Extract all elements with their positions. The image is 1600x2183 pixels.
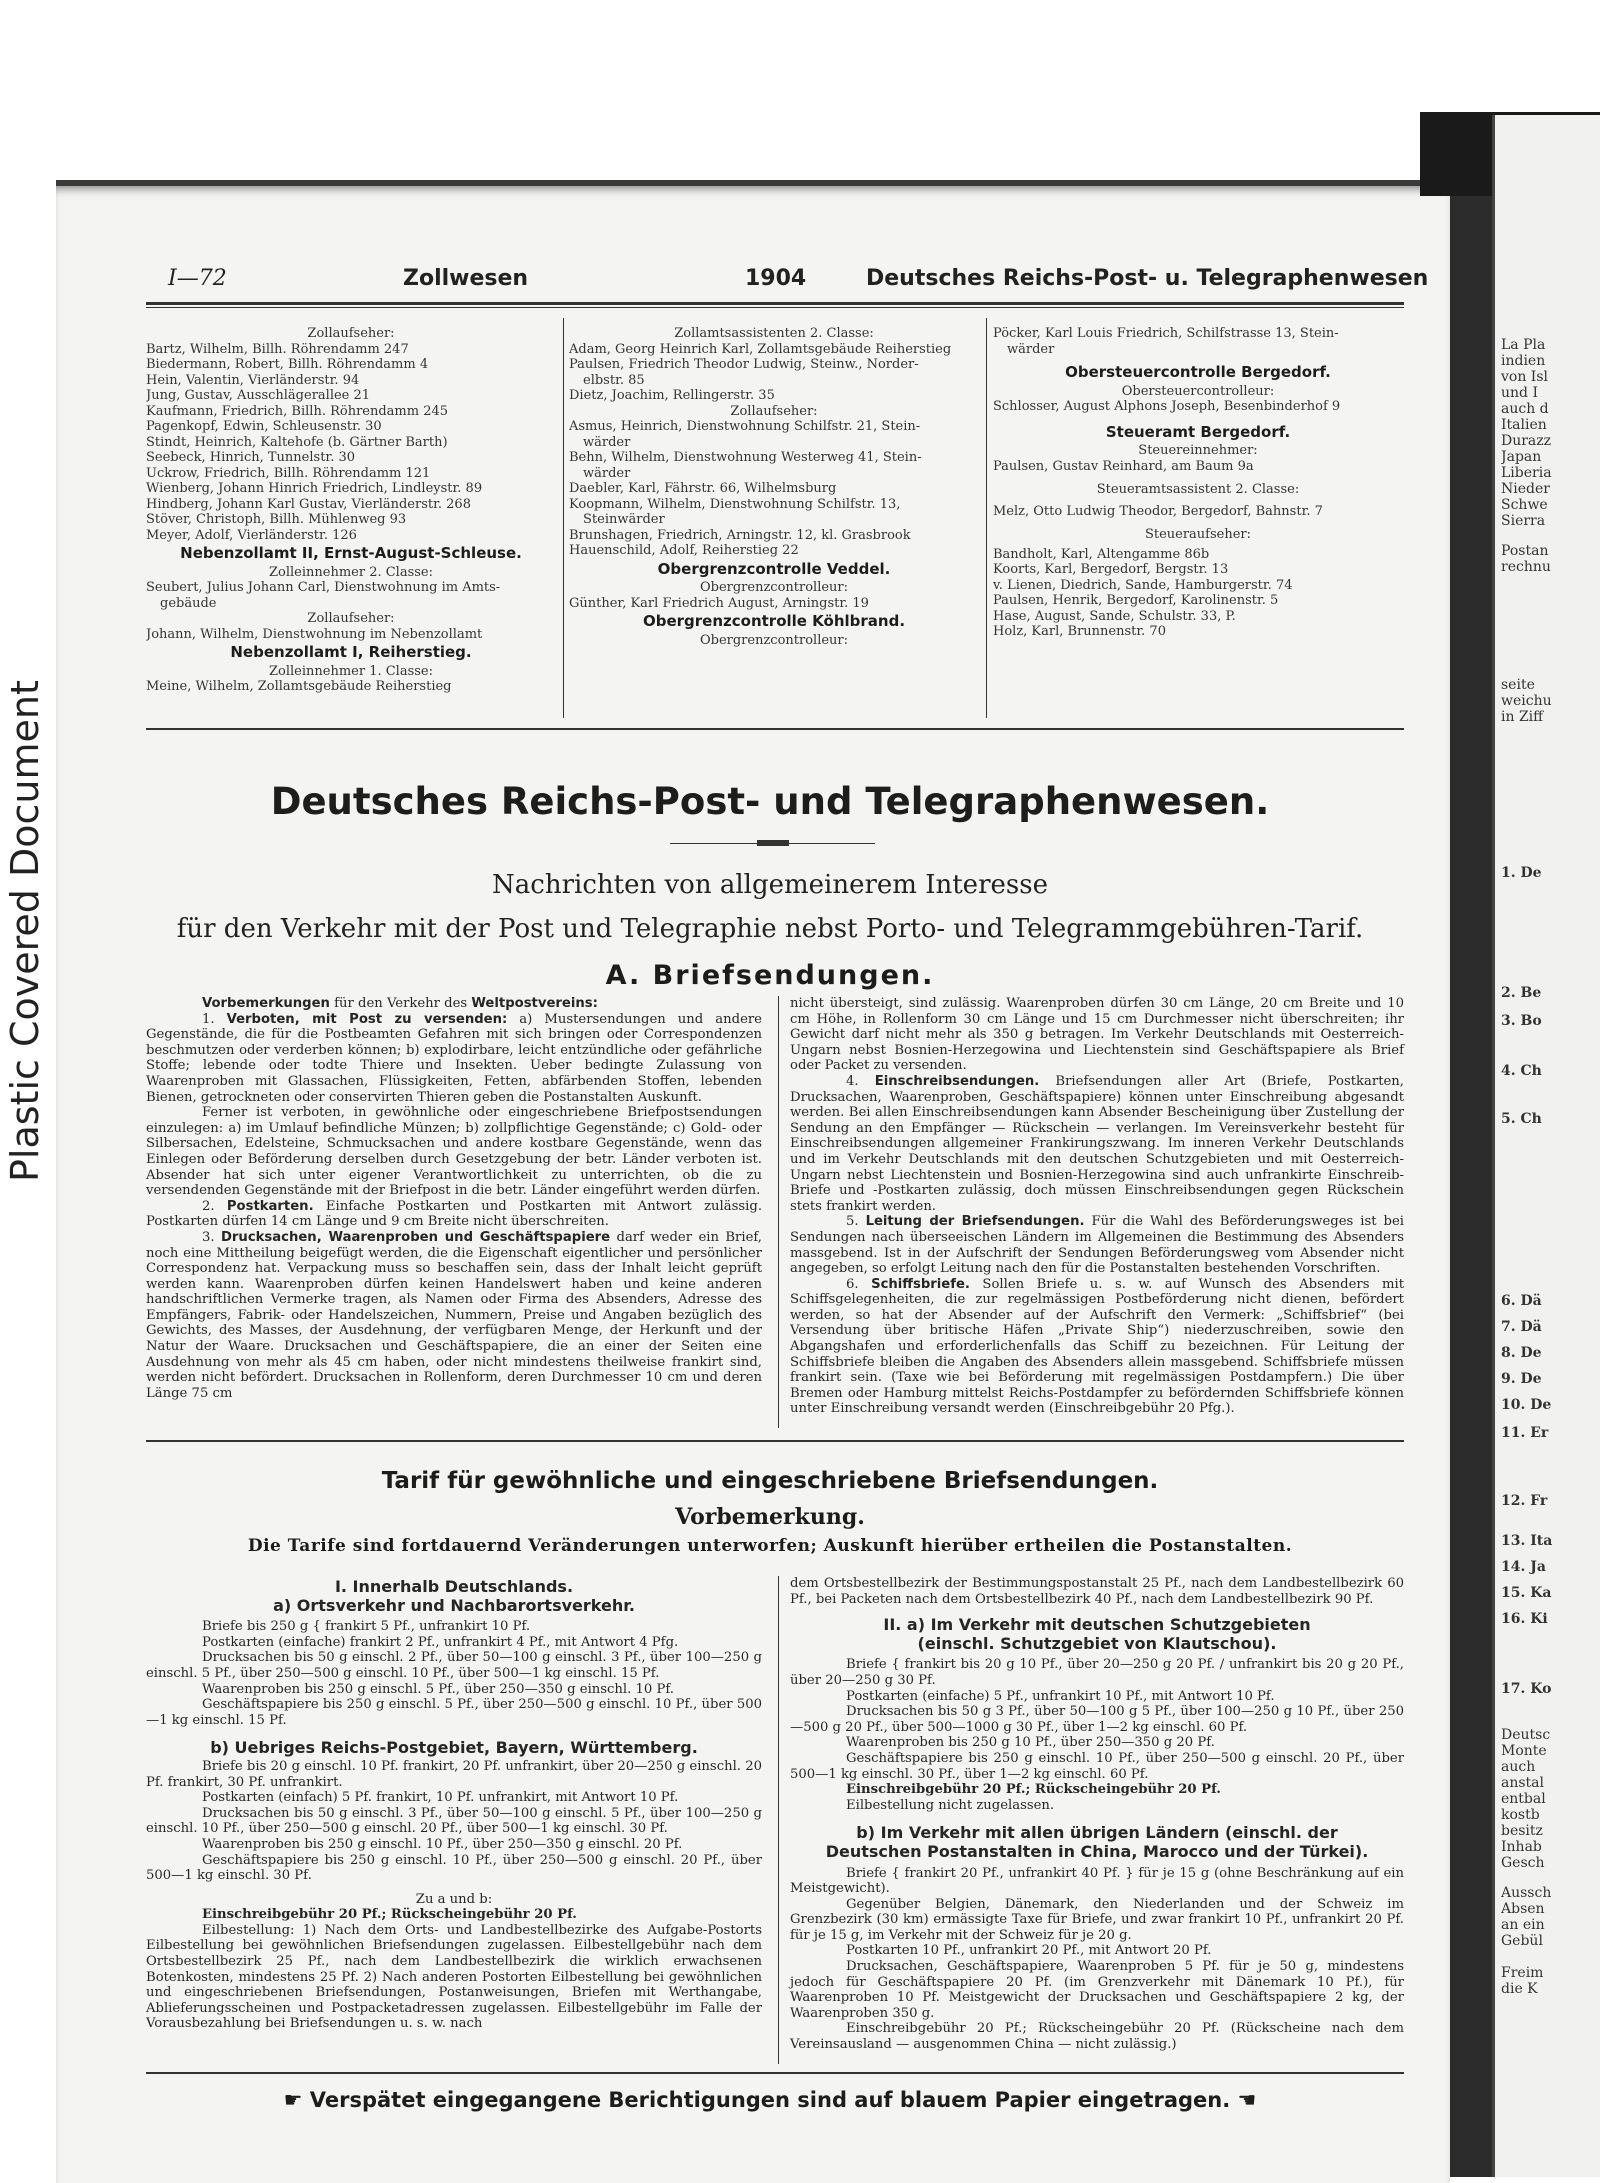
list-item: Koorts, Karl, Bergedorf, Bergstr. 13 — [993, 562, 1229, 577]
adjacent-text: rechnu — [1501, 559, 1551, 575]
bold-term: Leitung der Briefsendungen. — [865, 1214, 1085, 1230]
side-strip-label: Plastic Covered Document — [3, 680, 47, 1182]
tarif-line: Postkarten (einfach) 5 Pf. frankirt, 10 Pf. unfrankirt, mit Antwort 10 Pf. — [202, 1790, 679, 1806]
officer-list-col2 — [569, 326, 979, 648]
tarif-line: Briefe { frankirt 20 Pf., unfrankirt 40 Pf. } für je 15 g (ohne Beschränkung auf ein Meistgewicht). — [790, 1865, 1404, 1897]
bold-term: Postkarten. — [226, 1198, 314, 1214]
adjacent-item: 10. De — [1501, 1397, 1552, 1413]
list-item: Adam, Georg Heinrich Karl, Zollamtsgebäude Reiherstieg — [569, 341, 952, 357]
tarif-line: Drucksachen, Geschäftspapiere, Waarenproben 5 Pf. für je 50 g, mindestens jedoch für Geschäftspapiere 20 Pf. (im Grenzverkehr mit Dänemark 10 Pf.), für Waarenproben 10 Pf. Meistgewicht der Drucksachen und Geschäftspapiere 2 kg, der Waarenproben 350 g. — [790, 1959, 1404, 2021]
rank-heading: Steueraufseher: — [1144, 527, 1252, 542]
adjacent-text: Sierra — [1501, 513, 1546, 529]
pointing-hand-icon: ☛ — [283, 2088, 310, 2112]
adjacent-page-fragment — [1492, 115, 1600, 2177]
list-item: Seubert, Julius Johann Carl, Dienstwohnung im Amts- — [146, 580, 501, 595]
rank-heading: Steueramtsassistent 2. Classe: — [1096, 482, 1300, 497]
adjacent-text: auch d — [1501, 401, 1549, 417]
column-divider — [778, 1576, 779, 2064]
adjacent-text: besitz — [1501, 1823, 1543, 1839]
tarif-line: Geschäftspapiere bis 250 g einschl. 10 Pf., über 250—500 g einschl. 20 Pf., über 500—1 kg einschl. 30 Pf. — [146, 1852, 762, 1884]
body-text: 4. — [846, 1073, 875, 1089]
list-item: Bandholt, Karl, Altengamme 86b — [993, 546, 1210, 562]
list-item: wärder — [1007, 341, 1055, 357]
rank-heading: Obergrenzcontrolleur: — [699, 580, 849, 595]
tarif-title: Tarif für gewöhnliche und eingeschriebene Briefsendungen. — [381, 1468, 1159, 1494]
body-text: Briefsendungen aller Art (Briefe, Postkarten, Drucksachen, Waarenproben, Geschäftspapiere) können unter Einschreibung abgesandt werden. Bei allen Einschreibsendungen kann Absender Bescheinigung über Zustellung der Sendung an den Empfänger — Rückschein — verlangen. Im Vereinsverkehr besteht für Einschreibsendungen allgemeiner Frankirungszwang. Im inneren Verkehr Deutschlands und im Verkehr Deutschlands mit den deutschen Schutzgebieten und mit Oesterreich-Ungarn nebst Liechtenstein und Bosnien-Herzegowina sind auch unfrankirte Einschreib-Briefe und -Postkarten zulässig, doch müssen Einschreibsendungen gegen Rückschein stets frankirt werden. — [790, 1073, 1404, 1214]
tarif-heading: II. a) Im Verkehr mit deutschen Schutzgebieten — [883, 1615, 1311, 1635]
tarif-line: Zu a und b: — [415, 1891, 493, 1907]
body-text: a) Mustersendungen und andere Gegenstände, die für die Postbeamten Gefahren mit sich bringen oder Correspondenzen beschmutzen oder verderben können; b) explodirbare, leicht entzündliche oder gefährliche Stoffe; lebende oder todte Thiere und Insekten. Ueber bedingte Zulassung von Waarenproben mit Glassachen, Flüssigkeiten, Fetten, abfärbenden Stoffen, lebenden Bienen, getrockneten oder conservirten Thieren geben die Postanstalten Auskunft. — [146, 1011, 762, 1105]
list-item: Koopmann, Wilhelm, Dienstwohnung Schilfstr. 13, — [569, 496, 901, 512]
tarif-line: Briefe bis 20 g einschl. 10 Pf. frankirt, 20 Pf. unfrankirt, über 20—250 g einschl. 20 Pf. frankirt, 30 Pf. unfrankirt. — [146, 1758, 762, 1790]
office-heading: Obergrenzcontrolle Veddel. — [657, 561, 891, 577]
adjacent-text: von Isl — [1501, 369, 1548, 385]
tarif-line: Waarenproben bis 250 g 10 Pf., über 250—350 g 20 Pf. — [846, 1735, 1215, 1751]
list-item: Hase, August, Sande, Schulstr. 33, P. — [993, 608, 1236, 624]
section-rule — [146, 1440, 1404, 1442]
list-item: Hein, Valentin, Vierländerstr. 94 — [146, 372, 360, 388]
tarif-line: dem Ortsbestellbezirk der Bestimmungspostanstalt 25 Pf., nach dem Landbestellbezirk 60 Pf., bei Packeten nach dem Ortsbestellbezirk 40 Pf., nach dem Landbestellbezirk 90 Pf. — [790, 1576, 1404, 1607]
adjacent-item: 4. Ch — [1501, 1063, 1542, 1079]
adjacent-text: Gebül — [1501, 1933, 1543, 1949]
body-text: Für die Wahl des Beförderungsweges ist bei Sendungen nach überseeischen Ländern im Allgemeinen die Bestimmung des Absenders massgebend. Ist in der Aufschrift der Sendungen Beförderungsweg vom Absender nicht angegeben, so erfolgt Leitung nach den für die Postanstalten bestehenden Vorschriften. — [790, 1214, 1404, 1277]
tarif-line: Gegenüber Belgien, Dänemark, den Niederlanden und der Schweiz im Grenzbezirk (30 km) ermässigte Taxe für Briefe, und zwar frankirt 10 Pf., unfrankirt 20 Pf. für je 15 g, im Verkehr mit der Schweiz für je 20 g. — [790, 1896, 1404, 1943]
bold-term: Vorbemerkungen — [202, 996, 330, 1011]
rank-heading: Zollaufseher: — [307, 326, 395, 341]
tarif-line: Briefe { frankirt bis 20 g 10 Pf., über 20—250 g 20 Pf. / unfrankirt bis 20 g 20 Pf., über 20—250 g 30 Pf. — [790, 1657, 1404, 1688]
adjacent-text: Absen — [1501, 1901, 1545, 1917]
adjacent-item: 15. Ka — [1501, 1585, 1552, 1601]
body-text: 2. — [202, 1198, 227, 1214]
tarif-heading: (einschl. Schutzgebiet von Klautschou). — [917, 1633, 1277, 1653]
adjacent-text: und I — [1501, 385, 1538, 401]
list-item: Dietz, Joachim, Rellingerstr. 35 — [569, 388, 775, 403]
list-item: Steinwärder — [583, 512, 665, 527]
tarif-line: Waarenproben bis 250 g einschl. 10 Pf., über 250—350 g einschl. 20 Pf. — [202, 1836, 683, 1852]
adjacent-text: die K — [1501, 1981, 1538, 1997]
tarif-line: Einschreibgebühr 20 Pf.; Rückscheingebühr 20 Pf. — [202, 1907, 577, 1923]
officer-list-col1 — [146, 326, 556, 695]
header-year: 1904 — [745, 266, 807, 291]
header-rule-thin — [146, 307, 1404, 308]
adjacent-item: 9. De — [1501, 1371, 1542, 1387]
list-item: Stöver, Christoph, Billh. Mühlenweg 93 — [146, 512, 407, 527]
ornament-bar — [757, 840, 789, 846]
adjacent-text: auch — [1501, 1759, 1536, 1775]
footer-notice — [140, 2088, 1400, 2112]
bold-term: Einschreibsendungen. — [874, 1073, 1040, 1089]
office-heading: Steueramt Bergedorf. — [1105, 424, 1291, 440]
adjacent-text: Japan — [1501, 449, 1542, 465]
body-text: 3. — [202, 1229, 221, 1245]
list-item: Wienberg, Johann Hinrich Friedrich, Lindleystr. 89 — [146, 481, 483, 496]
header-left-title: Zollwesen — [403, 266, 529, 291]
adjacent-text: kostb — [1501, 1807, 1540, 1823]
page-gutter-shadow — [1450, 190, 1492, 2177]
rank-heading: Zollaufseher: — [730, 403, 818, 419]
list-item: Hindberg, Johann Karl Gustav, Vierländerstr. 268 — [146, 496, 471, 512]
rank-heading: Obergrenzcontrolleur: — [699, 632, 849, 648]
adjacent-item: 6. Dä — [1501, 1293, 1542, 1309]
rank-heading: Zolleinnehmer 2. Classe: — [268, 564, 433, 580]
list-item: Holz, Karl, Brunnenstr. 70 — [993, 624, 1166, 639]
list-item: Melz, Otto Ludwig Theodor, Bergedorf, Bahnstr. 7 — [993, 503, 1323, 519]
tarif-right-column — [790, 1576, 1404, 2053]
list-item: Bartz, Wilhelm, Billh. Röhrendamm 247 — [146, 341, 409, 357]
adjacent-item: 2. Be — [1501, 985, 1542, 1001]
tarif-line: Postkarten (einfache) 5 Pf., unfrankirt 10 Pf., mit Antwort 10 Pf. — [846, 1688, 1275, 1704]
body-text: darf weder ein Brief, noch eine Mittheilung beigefügt werden, die die Eigenschaft eigentlicher und persönlicher Correspondenz hat. Verpackung muss so beschaffen sein, dass der Inhalt leicht geprüft werden kann. Waarenproben dürfen keinen Handelswert haben und keine anderen handschriftlichen Vermerke tragen, als Namen oder Firma des Absenders, Adresse des Empfängers, Fabrik- oder Handelszeichen, Nummern, Preise und Angaben bezüglich des Gewichts, des Masses, der Ausdehnung, der verfügbaren Menge, der Herkunft und der Natur der Waare. Drucksachen und Geschäftspapiere, die an einer der Seiten eine Ausdehnung von mehr als 45 cm haben, oder nicht mindestens theilweise frankirt sind, werden nicht befördert. Drucksachen in Rollenform, deren Durchmesser 10 cm und deren Länge 75 cm — [146, 1229, 762, 1401]
list-item: Pagenkopf, Edwin, Schleusenstr. 30 — [146, 419, 382, 434]
section-subtitle: für den Verkehr mit der Post und Telegraphie nebst Porto- und Telegrammgebühren-Tarif. — [176, 914, 1364, 944]
section-title: Deutsches Reichs-Post- und Telegraphenwesen. — [270, 780, 1270, 823]
adjacent-text: seite — [1501, 677, 1535, 693]
tarif-line: Drucksachen bis 50 g einschl. 2 Pf., über 50—100 g einschl. 3 Pf., über 100—250 g einschl. 5 Pf., über 250—500 g einschl. 10 Pf., über 500—1 kg einschl. 15 Pf. — [146, 1650, 762, 1681]
adjacent-text: indien — [1501, 353, 1546, 369]
adjacent-text: Italien — [1501, 417, 1547, 433]
tarif-line: Geschäftspapiere bis 250 g einschl. 5 Pf., über 250—500 g einschl. 10 Pf., über 500—1 kg einschl. 15 Pf. — [146, 1697, 762, 1728]
adjacent-item: 8. De — [1501, 1345, 1542, 1361]
adjacent-text: Freim — [1501, 1965, 1544, 1981]
adjacent-text: Monte — [1501, 1743, 1547, 1759]
list-item: v. Lienen, Diedrich, Sande, Hamburgerstr. 74 — [993, 577, 1293, 593]
adjacent-text: an ein — [1501, 1917, 1545, 1933]
list-item: Pöcker, Karl Louis Friedrich, Schilfstrasse 13, Stein- — [993, 326, 1339, 341]
column-divider — [563, 318, 564, 718]
body-text: 1. — [202, 1011, 227, 1027]
adjacent-text: Liberia — [1501, 465, 1552, 481]
adjacent-text: Deutsc — [1501, 1727, 1551, 1743]
footer-text: Verspätet eingegangene Berichtigungen sind auf blauem Papier eingetragen. — [309, 2088, 1231, 2112]
rank-heading: Steuereinnehmer: — [1138, 443, 1258, 458]
tarif-line: Geschäftspapiere bis 250 g einschl. 10 Pf., über 250—500 g einschl. 20 Pf., über 500—1 kg einschl. 30 Pf., über 1—2 kg einschl. 60 Pf. — [790, 1750, 1404, 1782]
adjacent-item: 14. Ja — [1501, 1559, 1546, 1575]
adjacent-text: Nieder — [1501, 481, 1550, 497]
body-paragraph: nicht übersteigt, sind zulässig. Waarenproben dürfen 30 cm Länge, 20 cm Breite und 10 cm Höhe, in Rollenform 30 cm Länge und 15 cm Durchmesser nicht überschreiten; ihr Gewicht darf nicht mehr als 350 g betragen. Im Verkehr Deutschlands mit Oesterreich-Ungarn nebst Bosnien-Herzegowina und Liechtenstein sind Geschäftspapiere als Brief oder Packet zu versenden. — [790, 996, 1404, 1074]
list-item: Günther, Karl Friedrich August, Arningstr. 19 — [569, 595, 869, 611]
tarif-line: Drucksachen bis 50 g einschl. 3 Pf., über 50—100 g einschl. 5 Pf., über 100—250 g einschl. 10 Pf., über 250—500 g einschl. 20 Pf., über 500—1 kg einschl. 30 Pf. — [146, 1805, 762, 1837]
adjacent-item: 7. Dä — [1501, 1319, 1542, 1335]
body-text: Sollen Briefe u. s. w. auf Wunsch des Absenders mit Schiffsgelegenheiten, die zur regelmässigen Postbeförderung nicht dienen, befördert werden, so hat der Absender auf der Aufschrift den Vermerk: „Schiffsbrief“ (bei Versendung über britische Häfen „Private Ship“) niederzuschreiben, sowie den Abgangshafen und erforderlichenfalls das Schiff zu bezeichnen. Für Leitung der Schiffsbriefe bleiben die Angaben des Absenders allein massgebend. Schiffsbriefe müssen frankirt sein. (Taxe wie bei Beförderung mit regelmässigen Postdampfern.) Die über Bremen oder Hamburg mittelst Reichs-Postdampfer zu befördernden Schiffsbriefe können unter Einschreibung versandt werden (Einschreibgebühr 20 Pfg.). — [790, 1276, 1404, 1417]
list-item: Paulsen, Gustav Reinhard, am Baum 9a — [993, 458, 1254, 474]
officer-list-col3 — [993, 326, 1403, 640]
tarif-line: Drucksachen bis 50 g 3 Pf., über 50—100 g 5 Pf., über 100—250 g 10 Pf., über 250—500 g 20 Pf., über 500—1000 g 30 Pf., über 1—2 kg einschl. 60 Pf. — [790, 1704, 1404, 1735]
rank-heading: Obersteuercontrolleur: — [1121, 383, 1275, 399]
tarif-line: Postkarten 10 Pf., unfrankirt 20 Pf., mit Antwort 20 Pf. — [846, 1943, 1212, 1959]
header-rule — [146, 302, 1404, 305]
adjacent-text: anstal — [1501, 1775, 1544, 1791]
tarif-line: Waarenproben bis 250 g einschl. 5 Pf., über 250—350 g einschl. 10 Pf. — [202, 1681, 674, 1697]
rank-heading: Zollamtsassistenten 2. Classe: — [674, 326, 874, 341]
adjacent-item: 12. Fr — [1501, 1493, 1548, 1509]
list-item: elbstr. 85 — [583, 372, 645, 388]
adjacent-item: 16. Ki — [1501, 1611, 1548, 1627]
list-item: Meine, Wilhelm, Zollamtsgebäude Reiherstieg — [146, 679, 452, 694]
tarif-line: Eilbestellung nicht zugelassen. — [846, 1797, 1055, 1813]
adjacent-item: 11. Er — [1501, 1425, 1549, 1441]
adjacent-text: Gesch — [1501, 1855, 1545, 1871]
list-item: gebäude — [160, 595, 217, 611]
tarif-heading: Deutschen Postanstalten in China, Marocco und der Türkei). — [825, 1841, 1369, 1861]
body-text: Einfache Postkarten und Postkarten mit Antwort zulässig. Postkarten dürfen 14 cm Länge und 9 cm Breite nicht überschreiten. — [146, 1198, 763, 1230]
tarif-heading: I. Innerhalb Deutschlands. — [334, 1577, 574, 1596]
list-item: wärder — [583, 465, 631, 481]
header-right-title: Deutsches Reichs-Post- u. Telegraphenwesen — [866, 266, 1429, 291]
tarif-heading: a) Ortsverkehr und Nachbarortsverkehr. — [273, 1595, 635, 1615]
adjacent-text: Aussch — [1501, 1885, 1552, 1901]
adjacent-text: in Ziff — [1501, 709, 1544, 725]
list-item: Paulsen, Henrik, Bergedorf, Karolinenstr. 5 — [993, 593, 1279, 608]
tarif-subtitle: Vorbemerkung. — [675, 1504, 865, 1530]
tarif-heading: b) Im Verkehr mit allen übrigen Ländern (einschl. der — [856, 1823, 1338, 1843]
body-text: 5. — [846, 1214, 866, 1230]
list-item: Seebeck, Hinrich, Tunnelstr. 30 — [146, 450, 356, 465]
list-item: Schlosser, August Alphons Joseph, Besenbinderhof 9 — [993, 399, 1341, 414]
adjacent-item: 5. Ch — [1501, 1111, 1542, 1127]
bold-term: Schiffsbriefe. — [871, 1276, 970, 1292]
section-rule — [146, 2072, 1404, 2074]
tarif-line: Einschreibgebühr 20 Pf.; Rückscheingebühr 20 Pf. — [846, 1782, 1221, 1798]
list-item: Brunshagen, Friedrich, Arningstr. 12, kl. Grasbrook — [569, 527, 911, 543]
body-paragraph: Ferner ist verboten, in gewöhnliche oder eingeschriebene Briefpostsendungen einzulegen: a) im Umlauf befindliche Münzen; b) zollpflichtige Gegenstände; c) Gold- oder Silbersachen, Edelsteine, Schmucksachen und andere kostbare Gegenstände, wenn das Einlegen oder Beförderung derselben durch Gesetzgebung der betr. Länder verboten ist. Absender hat sich unter eigener Verantwortlichkeit zu unterrichten, ob die zu versendenden Gegenstände mit der Briefpost in die betr. Länder eingeführt werden dürfen. — [146, 1105, 762, 1199]
list-item: Stindt, Heinrich, Kaltehofe (b. Gärtner Barth) — [146, 434, 448, 450]
list-item: Kaufmann, Friedrich, Billh. Röhrendamm 245 — [146, 403, 449, 419]
adjacent-text: Inhab — [1501, 1839, 1542, 1855]
list-item: Paulsen, Friedrich Theodor Ludwig, Steinw., Norder- — [569, 357, 919, 372]
list-item: Asmus, Heinrich, Dienstwohnung Schilfstr. 21, Stein- — [569, 419, 921, 434]
rank-heading: Zollaufseher: — [307, 611, 395, 626]
list-item: Uckrow, Friedrich, Billh. Röhrendamm 121 — [146, 465, 431, 481]
column-divider — [778, 996, 779, 1428]
list-item: wärder — [583, 434, 631, 450]
section-rule — [146, 728, 1404, 730]
subsection-heading: A. Briefsendungen. — [605, 960, 935, 991]
list-item: Biedermann, Robert, Billh. Röhrendamm 4 — [146, 357, 429, 372]
bold-term: Weltpostvereins: — [471, 996, 598, 1011]
tarif-note: Die Tarife sind fortdauernd Veränderungen unterworfen; Auskunft hierüber ertheilen die Postanstalten. — [247, 1536, 1293, 1556]
adjacent-item: 1. De — [1501, 865, 1542, 881]
adjacent-text: entbal — [1501, 1791, 1546, 1807]
list-item: Hauenschild, Adolf, Reiherstieg 22 — [569, 543, 799, 558]
adjacent-text: La Pla — [1501, 337, 1546, 353]
adjacent-text: Schwe — [1501, 497, 1548, 513]
adjacent-text: weichu — [1501, 693, 1552, 709]
list-item: Meyer, Adolf, Vierländerstr. 126 — [146, 527, 357, 543]
office-heading: Nebenzollamt II, Ernst-August-Schleuse. — [180, 546, 522, 562]
list-item: Daebler, Karl, Fährstr. 66, Wilhelmsburg — [569, 481, 837, 496]
tarif-line: Briefe bis 250 g { frankirt 5 Pf., unfrankirt 10 Pf. — [202, 1619, 531, 1635]
office-heading: Obergrenzcontrolle Köhlbrand. — [642, 614, 906, 630]
list-item: Jung, Gustav, Ausschlägerallee 21 — [146, 388, 371, 403]
adjacent-text: Durazz — [1501, 433, 1552, 449]
bold-term: Verboten, mit Post zu versenden: — [226, 1011, 508, 1027]
adjacent-item: 13. Ita — [1501, 1533, 1553, 1549]
page-number: I—72 — [168, 266, 227, 291]
office-heading: Nebenzollamt I, Reiherstieg. — [230, 645, 472, 661]
bold-term: Drucksachen, Waarenproben und Geschäftspapiere — [220, 1229, 611, 1245]
tarif-line: Postkarten (einfache) frankirt 2 Pf., unfrankirt 4 Pf., mit Antwort 4 Pfg. — [202, 1634, 679, 1650]
tarif-line: Einschreibgebühr 20 Pf.; Rückscheingebühr 20 Pf. (Rückscheine nach dem Vereinsausland — ausgenommen China — nicht zulässig.) — [790, 2021, 1404, 2053]
adjacent-item: 3. Bo — [1501, 1013, 1542, 1029]
adjacent-text: Postan — [1501, 543, 1549, 559]
list-item: Behn, Wilhelm, Dienstwohnung Westerweg 41, Stein- — [569, 450, 922, 465]
office-heading: Obersteuercontrolle Bergedorf. — [1065, 365, 1331, 381]
tarif-line: Eilbestellung: 1) Nach dem Orts- und Landbestellbezirke des Aufgabe-Postorts Eilbestellung bei gewöhnlichen Briefsendungen zugelassen. Eilbestellgebühr nach dem Ortsbestellbezirk 25 Pf., nach dem Landbestellbezirk die wirklich erwachsenen Botenkosten, mindestens 25 Pf. 2) Nach anderen Postorten Eilbestellung bei gewöhnlichen und eingeschriebenen Briefsendungen, Postanweisungen, Briefen mit Werthangabe, Ablieferungsscheinen und Postpacketadressen zugelassen. Eilbestellgebühr im Falle der Vorausbezahlung bei Briefsendungen u. s. w. nach — [146, 1922, 762, 2032]
body-left-column — [146, 996, 762, 1401]
body-text: 6. — [846, 1276, 872, 1292]
section-subtitle: Nachrichten von allgemeinerem Interesse — [492, 870, 1048, 900]
scanner-side-strip — [0, 300, 47, 2177]
pointing-hand-icon: ☚ — [1230, 2088, 1257, 2112]
body-text: für den Verkehr des — [329, 996, 472, 1011]
adjacent-item: 17. Ko — [1501, 1681, 1552, 1697]
column-divider — [986, 318, 987, 718]
tarif-left-column — [146, 1576, 762, 2032]
body-right-column — [790, 996, 1404, 1417]
tarif-heading: b) Uebriges Reichs-Postgebiet, Bayern, Württemberg. — [210, 1738, 698, 1758]
rank-heading: Zolleinnehmer 1. Classe: — [268, 663, 433, 679]
list-item: Johann, Wilhelm, Dienstwohnung im Nebenzollamt — [146, 626, 483, 642]
